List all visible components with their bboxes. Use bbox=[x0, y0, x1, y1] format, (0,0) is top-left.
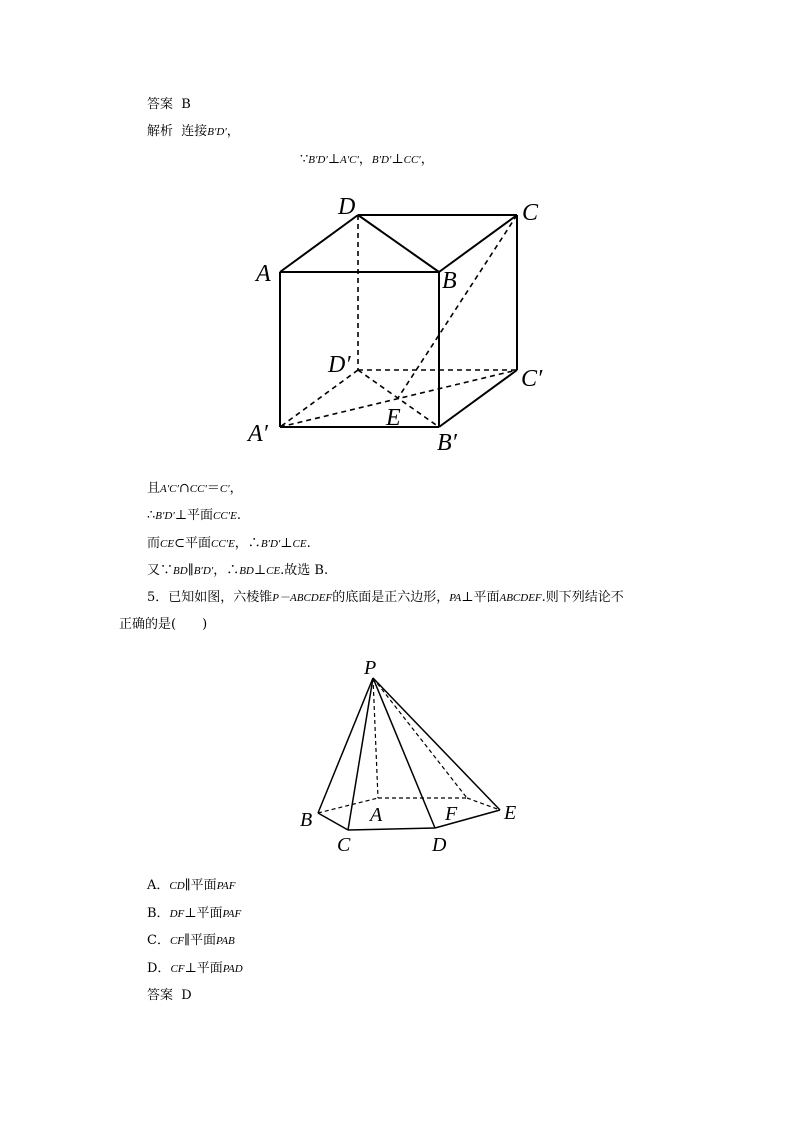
line-therefore bbox=[147, 507, 241, 525]
label-E: E bbox=[386, 405, 401, 431]
eq-symbol: ＝ bbox=[206, 481, 220, 496]
label-C: C bbox=[337, 834, 351, 856]
seg: CE bbox=[292, 538, 307, 550]
analysis-label: 解析 bbox=[147, 124, 174, 139]
seg: B′D′ bbox=[308, 154, 328, 166]
text: 且 bbox=[147, 481, 161, 496]
seg: PA bbox=[449, 592, 462, 604]
option-key: C． bbox=[147, 933, 170, 948]
seg: B′D′ bbox=[193, 565, 214, 577]
segment-bd: B′D′ bbox=[207, 126, 227, 138]
label-A: A bbox=[370, 804, 383, 826]
label-C: C bbox=[522, 200, 539, 226]
label-F: F bbox=[445, 803, 458, 825]
text: .故选 B. bbox=[280, 563, 329, 578]
perp-symbol: ⊥ bbox=[253, 563, 267, 578]
perp-symbol: ⊥ bbox=[327, 152, 340, 167]
text: ⊥平面 bbox=[184, 906, 223, 921]
pyramid-svg bbox=[286, 650, 536, 868]
punct: ， bbox=[226, 124, 240, 139]
option-a bbox=[147, 877, 235, 895]
label-D: D bbox=[432, 834, 447, 856]
punct: ， bbox=[229, 481, 243, 496]
text: 的底面是正六边形， bbox=[332, 590, 450, 605]
line-and2 bbox=[147, 535, 311, 553]
label-E: E bbox=[504, 802, 517, 824]
answer-value: D bbox=[181, 988, 192, 1003]
seg: B′D′ bbox=[371, 154, 392, 166]
seg: CE bbox=[266, 565, 281, 577]
text: ⊥平面 bbox=[174, 508, 213, 523]
seg: B′D′ bbox=[155, 510, 175, 522]
punct: . bbox=[236, 508, 241, 523]
cube-svg bbox=[232, 180, 562, 470]
label-D: D bbox=[338, 194, 356, 220]
text: .则下列结论不 bbox=[541, 590, 624, 605]
option-key: B． bbox=[147, 906, 170, 921]
option-b bbox=[147, 905, 241, 923]
seg: C′ bbox=[219, 483, 230, 495]
pyramid-name: P－ABCDEF bbox=[272, 592, 333, 604]
question-number: 5． bbox=[147, 590, 169, 605]
plane: ABCDEF bbox=[499, 592, 542, 604]
answer-label: 答案 bbox=[147, 988, 174, 1003]
cube-figure bbox=[232, 180, 562, 470]
option-key: A． bbox=[147, 878, 170, 893]
seg: A′C′ bbox=[340, 154, 359, 166]
text: ∥平面 bbox=[184, 878, 217, 893]
analysis-line bbox=[147, 123, 240, 141]
plane: CC′E bbox=[210, 538, 235, 550]
seg: CD bbox=[169, 880, 185, 892]
text: 又∵ bbox=[147, 563, 174, 578]
plane: PAB bbox=[216, 935, 235, 947]
punct: . bbox=[306, 536, 311, 551]
label-B: B bbox=[442, 268, 457, 294]
seg: BD bbox=[239, 565, 254, 577]
answer-line-2 bbox=[147, 987, 192, 1005]
label-D-prime: D′ bbox=[328, 352, 351, 378]
seg: CC′ bbox=[403, 154, 421, 166]
text: ⊥平面 bbox=[461, 590, 500, 605]
plane: PAD bbox=[222, 963, 243, 975]
question-5-line-2 bbox=[119, 616, 207, 634]
punct: ， bbox=[420, 152, 434, 167]
option-d bbox=[147, 960, 243, 978]
label-B-prime: B′ bbox=[437, 430, 457, 456]
seg: CC′ bbox=[189, 483, 207, 495]
analysis-text: 连接 bbox=[181, 124, 208, 139]
plane: CC′E bbox=[213, 510, 237, 522]
answer-label: 答案 bbox=[147, 97, 174, 112]
seg: CE bbox=[160, 538, 175, 550]
label-P: P bbox=[364, 657, 377, 679]
seg: A′C′ bbox=[160, 483, 179, 495]
answer-line-1 bbox=[147, 96, 191, 114]
seg: CF bbox=[170, 963, 185, 975]
line-and bbox=[147, 480, 243, 498]
seg: B′D′ bbox=[260, 538, 281, 550]
cap-symbol: ∩ bbox=[178, 481, 190, 496]
question-5-line-1 bbox=[147, 589, 624, 607]
text: ⊂平面 bbox=[174, 536, 211, 551]
label-B: B bbox=[300, 809, 313, 831]
therefore-symbol: ∴ bbox=[147, 508, 156, 523]
label-C-prime: C′ bbox=[521, 366, 543, 392]
option-c bbox=[147, 932, 235, 950]
seg: CF bbox=[169, 935, 185, 947]
text: ∥平面 bbox=[184, 933, 217, 948]
punct: ， bbox=[358, 152, 372, 167]
text: ，∴ bbox=[213, 563, 240, 578]
label-A-prime: A′ bbox=[248, 421, 268, 447]
perp-symbol: ⊥ bbox=[391, 152, 404, 167]
seg: DF bbox=[169, 908, 185, 920]
text: 已知如图，六棱锥 bbox=[168, 590, 273, 605]
line-also bbox=[147, 562, 328, 580]
plane: PAF bbox=[216, 880, 236, 892]
option-key: D． bbox=[147, 961, 171, 976]
because-line bbox=[300, 151, 434, 169]
text: ⊥平面 bbox=[184, 961, 223, 976]
seg: BD bbox=[173, 565, 188, 577]
pyramid-figure bbox=[286, 650, 536, 868]
label-A: A bbox=[256, 261, 271, 287]
text: ，∴ bbox=[234, 536, 261, 551]
text: 正确的是( ) bbox=[119, 617, 208, 632]
text: 而 bbox=[147, 536, 161, 551]
answer-value: B bbox=[181, 97, 191, 112]
parallel-symbol: ∥ bbox=[187, 563, 194, 578]
perp-symbol: ⊥ bbox=[280, 536, 293, 551]
because-symbol: ∵ bbox=[300, 152, 309, 167]
plane: PAF bbox=[222, 908, 242, 920]
